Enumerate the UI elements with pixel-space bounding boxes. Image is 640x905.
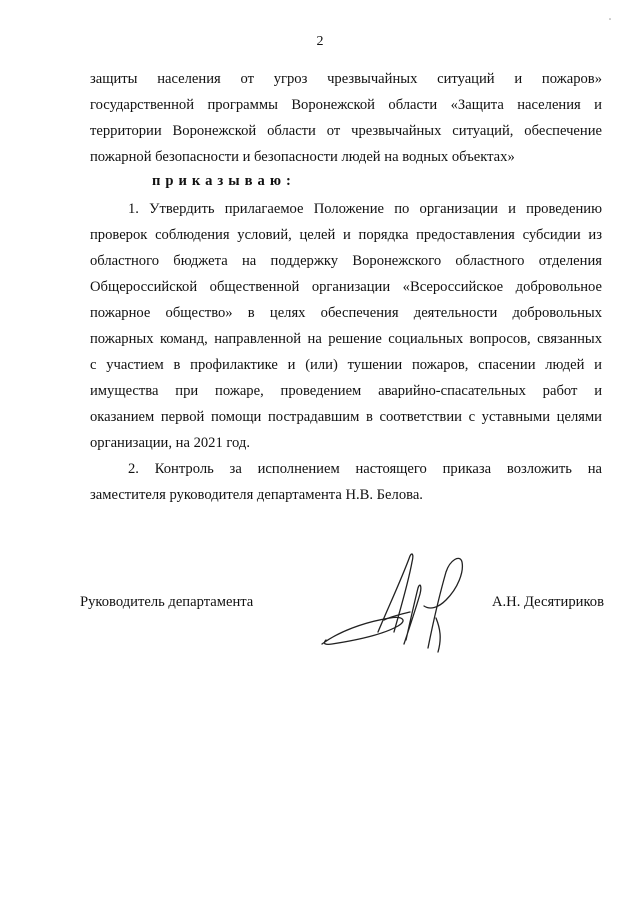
text-line: областного бюджета на поддержку Воронежского областного отделения [90,253,602,269]
text-line: организации, на 2021 год. [90,435,250,451]
text-line: пожарной безопасности и безопасности людей на водных объектах» [90,149,515,165]
order-word: приказываю: [152,173,296,189]
order-item-2 [90,456,602,508]
text-line: пожарных команд, направленной на решение социальных вопросов, связанных [90,331,602,347]
text-line: 2. Контроль за исполнением настоящего приказа возложить на [128,461,602,477]
text-line: имущества при пожаре, проведением аварийно-спасательных работ и [90,383,602,399]
scan-speck [608,8,612,12]
handwritten-signature [318,548,468,656]
text-line: с участием в профилактике и (или) тушении пожаров, спасении людей и [90,357,602,373]
signatory-name: А.Н. Десятириков [491,594,604,610]
text-line: защиты населения от угроз чрезвычайных ситуаций и пожаров» [90,71,602,87]
page-number: 2 [316,34,324,49]
text-line: пожарное общество» в целях обеспечения деятельности добровольных [90,305,602,321]
order-item-1 [90,196,602,456]
text-line: оказанием первой помощи пострадавшим в соответствии с уставными целями [90,409,602,425]
intro-paragraph [90,66,602,170]
text-line: государственной программы Воронежской области «Защита населения и [90,97,602,113]
text-line: территории Воронежской области от чрезвычайных ситуаций, обеспечение [90,123,602,139]
text-line: проверок соблюдения условий, целей и порядка предоставления субсидии из [90,227,602,243]
text-line: 1. Утвердить прилагаемое Положение по организации и проведению [128,201,602,217]
signatory-position: Руководитель департамента [80,594,254,610]
text-line: Общероссийской общественной организации «Всероссийское добровольное [90,279,602,295]
text-line: заместителя руководителя департамента Н.В. Белова. [90,487,423,503]
